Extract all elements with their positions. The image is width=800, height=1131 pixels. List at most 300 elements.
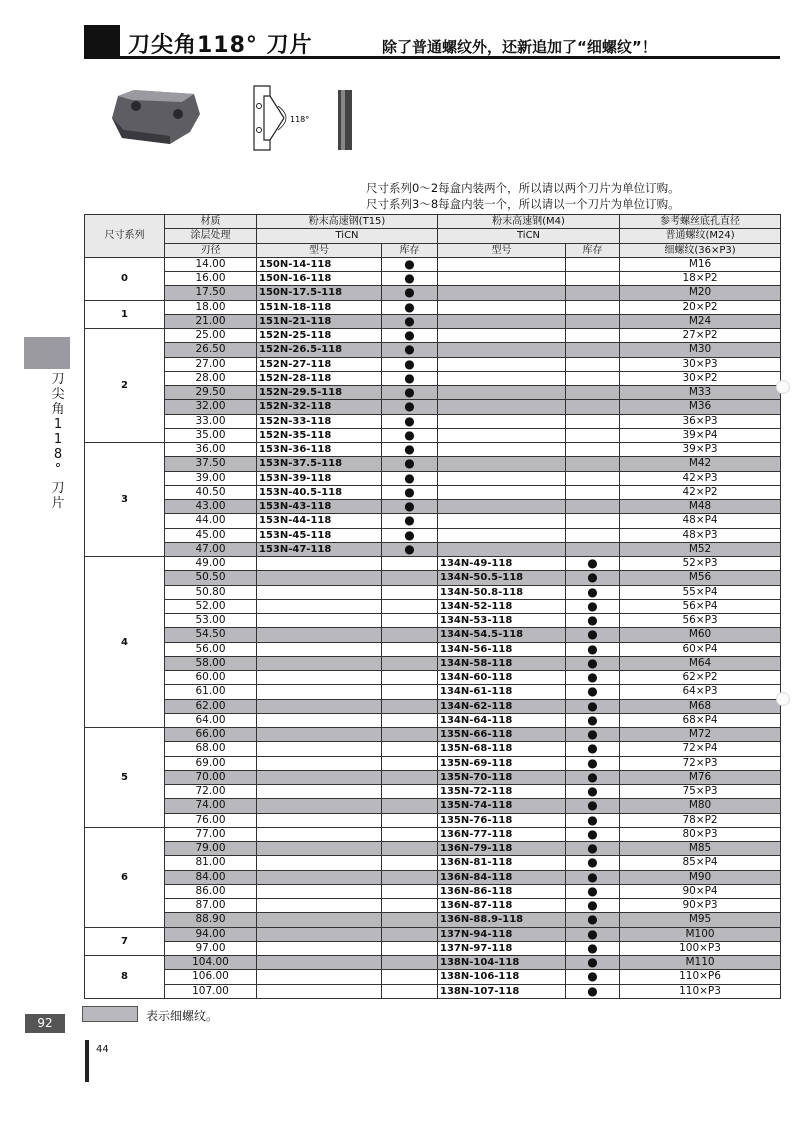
side-title-char: 刀 xyxy=(51,481,65,496)
page-number: 92 xyxy=(25,1014,65,1033)
t15-model-cell xyxy=(257,713,382,727)
thread-cell: M52 xyxy=(620,542,781,556)
m4-stock-cell: ● xyxy=(566,628,620,642)
m4-stock-cell: ● xyxy=(566,671,620,685)
size-series-cell: 4 xyxy=(85,557,165,728)
t15-model-cell xyxy=(257,970,382,984)
thread-cell: 30×P3 xyxy=(620,357,781,371)
m4-stock-cell xyxy=(566,286,620,300)
t15-stock-cell: ● xyxy=(382,528,438,542)
t15-model-cell: 152N-25-118 xyxy=(257,329,382,343)
t15-stock-cell xyxy=(382,913,438,927)
table-row xyxy=(85,956,781,970)
t15-model-cell xyxy=(257,842,382,856)
thread-cell: M20 xyxy=(620,286,781,300)
diameter-cell: 44.00 xyxy=(165,514,257,528)
m4-stock-cell: ● xyxy=(566,557,620,571)
m4-stock-cell xyxy=(566,443,620,457)
thread-cell: 42×P3 xyxy=(620,471,781,485)
footer-sub-number: 44 xyxy=(96,1044,109,1055)
thread-cell: M110 xyxy=(620,956,781,970)
t15-stock-cell xyxy=(382,785,438,799)
t15-model-cell: 150N-17.5-118 xyxy=(257,286,382,300)
t15-stock-cell xyxy=(382,699,438,713)
table-row xyxy=(85,542,781,556)
m4-stock-cell: ● xyxy=(566,685,620,699)
header-t15: 粉末高速钢(T15) xyxy=(257,215,438,229)
m4-stock-cell xyxy=(566,343,620,357)
m4-model-cell: 138N-107-118 xyxy=(438,984,566,998)
t15-stock-cell xyxy=(382,599,438,613)
t15-model-cell xyxy=(257,642,382,656)
m4-model-cell: 135N-72-118 xyxy=(438,785,566,799)
table-row xyxy=(85,813,781,827)
t15-model-cell: 151N-21-118 xyxy=(257,314,382,328)
m4-model-cell xyxy=(438,257,566,271)
t15-model-cell xyxy=(257,571,382,585)
t15-stock-cell: ● xyxy=(382,428,438,442)
thread-cell: M85 xyxy=(620,842,781,856)
diameter-cell: 72.00 xyxy=(165,785,257,799)
diameter-cell: 53.00 xyxy=(165,614,257,628)
thread-cell: 52×P3 xyxy=(620,557,781,571)
size-series-cell: 5 xyxy=(85,728,165,828)
table-row xyxy=(85,457,781,471)
table-row xyxy=(85,614,781,628)
thread-cell: 60×P4 xyxy=(620,642,781,656)
table-row xyxy=(85,756,781,770)
diameter-cell: 36.00 xyxy=(165,443,257,457)
t15-model-cell xyxy=(257,614,382,628)
diameter-cell: 32.00 xyxy=(165,400,257,414)
table-row xyxy=(85,286,781,300)
t15-stock-cell xyxy=(382,856,438,870)
header-model-t15: 型号 xyxy=(257,243,382,257)
thread-cell: 30×P2 xyxy=(620,371,781,385)
thread-cell: 68×P4 xyxy=(620,713,781,727)
thread-cell: 72×P3 xyxy=(620,756,781,770)
size-series-cell: 7 xyxy=(85,927,165,956)
t15-model-cell xyxy=(257,671,382,685)
t15-stock-cell: ● xyxy=(382,286,438,300)
size-series-cell: 3 xyxy=(85,443,165,557)
m4-stock-cell: ● xyxy=(566,642,620,656)
thread-cell: M33 xyxy=(620,386,781,400)
m4-model-cell: 136N-84-118 xyxy=(438,870,566,884)
m4-stock-cell xyxy=(566,400,620,414)
m4-model-cell xyxy=(438,542,566,556)
t15-stock-cell xyxy=(382,827,438,841)
m4-stock-cell: ● xyxy=(566,870,620,884)
m4-model-cell: 138N-104-118 xyxy=(438,956,566,970)
thread-cell: 110×P3 xyxy=(620,984,781,998)
table-row xyxy=(85,599,781,613)
m4-model-cell: 134N-58-118 xyxy=(438,656,566,670)
t15-stock-cell: ● xyxy=(382,257,438,271)
header-m4: 粉末高速钢(M4) xyxy=(438,215,620,229)
t15-stock-cell xyxy=(382,671,438,685)
diameter-cell: 39.00 xyxy=(165,471,257,485)
thread-cell: 56×P3 xyxy=(620,614,781,628)
thread-cell: M72 xyxy=(620,728,781,742)
diameter-cell: 35.00 xyxy=(165,428,257,442)
m4-stock-cell xyxy=(566,329,620,343)
table-row xyxy=(85,799,781,813)
t15-stock-cell: ● xyxy=(382,400,438,414)
table-row xyxy=(85,329,781,343)
t15-stock-cell: ● xyxy=(382,300,438,314)
m4-model-cell: 136N-86-118 xyxy=(438,884,566,898)
m4-model-cell: 136N-81-118 xyxy=(438,856,566,870)
t15-stock-cell xyxy=(382,870,438,884)
insert-spec-table xyxy=(84,214,781,999)
thread-cell: 72×P4 xyxy=(620,742,781,756)
m4-model-cell: 134N-53-118 xyxy=(438,614,566,628)
diameter-cell: 77.00 xyxy=(165,827,257,841)
t15-model-cell xyxy=(257,899,382,913)
thread-cell: M76 xyxy=(620,770,781,784)
table-row xyxy=(85,656,781,670)
t15-model-cell: 150N-14-118 xyxy=(257,257,382,271)
side-title-char: 片 xyxy=(51,496,65,511)
m4-stock-cell: ● xyxy=(566,770,620,784)
diameter-cell: 43.00 xyxy=(165,500,257,514)
m4-model-cell xyxy=(438,414,566,428)
thread-cell: M30 xyxy=(620,343,781,357)
header-ref: 参考螺丝底孔直径 xyxy=(620,215,781,229)
thread-cell: 56×P4 xyxy=(620,599,781,613)
diameter-cell: 17.50 xyxy=(165,286,257,300)
insert-photo xyxy=(110,88,202,148)
t15-model-cell xyxy=(257,956,382,970)
m4-model-cell xyxy=(438,485,566,499)
thread-cell: 27×P2 xyxy=(620,329,781,343)
size-series-cell: 2 xyxy=(85,329,165,443)
t15-stock-cell: ● xyxy=(382,485,438,499)
diameter-cell: 16.00 xyxy=(165,272,257,286)
t15-model-cell xyxy=(257,756,382,770)
t15-stock-cell xyxy=(382,713,438,727)
t15-stock-cell: ● xyxy=(382,514,438,528)
t15-model-cell: 150N-16-118 xyxy=(257,272,382,286)
t15-model-cell: 153N-47-118 xyxy=(257,542,382,556)
t15-model-cell xyxy=(257,699,382,713)
m4-model-cell: 134N-49-118 xyxy=(438,557,566,571)
m4-model-cell: 134N-60-118 xyxy=(438,671,566,685)
m4-model-cell: 134N-54.5-118 xyxy=(438,628,566,642)
t15-model-cell: 152N-29.5-118 xyxy=(257,386,382,400)
table-row xyxy=(85,414,781,428)
angle-label: 118° xyxy=(290,115,310,124)
footer-bar xyxy=(85,1040,89,1082)
t15-model-cell xyxy=(257,599,382,613)
thread-cell: M56 xyxy=(620,571,781,585)
thread-cell: 78×P2 xyxy=(620,813,781,827)
t15-model-cell: 153N-36-118 xyxy=(257,443,382,457)
m4-stock-cell: ● xyxy=(566,927,620,941)
table-row xyxy=(85,528,781,542)
table-row xyxy=(85,984,781,998)
t15-stock-cell xyxy=(382,742,438,756)
m4-model-cell xyxy=(438,443,566,457)
thread-cell: 18×P2 xyxy=(620,272,781,286)
t15-model-cell: 152N-27-118 xyxy=(257,357,382,371)
t15-model-cell xyxy=(257,984,382,998)
diameter-cell: 27.00 xyxy=(165,357,257,371)
m4-stock-cell: ● xyxy=(566,956,620,970)
punch-hole xyxy=(776,692,790,706)
table-row xyxy=(85,386,781,400)
t15-model-cell: 152N-33-118 xyxy=(257,414,382,428)
m4-model-cell xyxy=(438,300,566,314)
table-row xyxy=(85,628,781,642)
side-title-char: 刀 xyxy=(51,372,65,387)
table-row xyxy=(85,728,781,742)
m4-model-cell: 136N-88.9-118 xyxy=(438,913,566,927)
diameter-cell: 58.00 xyxy=(165,656,257,670)
t15-stock-cell: ● xyxy=(382,357,438,371)
m4-stock-cell: ● xyxy=(566,941,620,955)
side-title-char: ° xyxy=(54,462,62,477)
m4-stock-cell: ● xyxy=(566,984,620,998)
diameter-cell: 88.90 xyxy=(165,913,257,927)
side-title-char: 角 xyxy=(51,402,65,417)
diameter-cell: 97.00 xyxy=(165,941,257,955)
diameter-cell: 14.00 xyxy=(165,257,257,271)
thread-cell: 36×P3 xyxy=(620,414,781,428)
m4-model-cell xyxy=(438,272,566,286)
diameter-cell: 54.50 xyxy=(165,628,257,642)
table-row xyxy=(85,500,781,514)
m4-model-cell xyxy=(438,357,566,371)
diameter-cell: 26.50 xyxy=(165,343,257,357)
table-row xyxy=(85,827,781,841)
t15-model-cell xyxy=(257,799,382,813)
thread-cell: 85×P4 xyxy=(620,856,781,870)
m4-model-cell: 136N-79-118 xyxy=(438,842,566,856)
thread-cell: 55×P4 xyxy=(620,585,781,599)
size-series-cell: 6 xyxy=(85,827,165,927)
t15-model-cell xyxy=(257,884,382,898)
thread-cell: M80 xyxy=(620,799,781,813)
thread-cell: 39×P4 xyxy=(620,428,781,442)
diameter-cell: 25.00 xyxy=(165,329,257,343)
diameter-cell: 79.00 xyxy=(165,842,257,856)
packing-note-2: 尺寸系列3～8每盒内装一个，所以请以一个刀片为单位订购。 xyxy=(366,197,680,211)
m4-stock-cell xyxy=(566,357,620,371)
header-ticn-t15: TiCN xyxy=(257,229,438,243)
t15-stock-cell xyxy=(382,557,438,571)
thread-cell: 64×P3 xyxy=(620,685,781,699)
size-series-cell: 1 xyxy=(85,300,165,329)
table-row xyxy=(85,899,781,913)
diameter-cell: 69.00 xyxy=(165,756,257,770)
diameter-cell: 104.00 xyxy=(165,956,257,970)
m4-stock-cell xyxy=(566,485,620,499)
m4-stock-cell xyxy=(566,471,620,485)
diameter-cell: 47.00 xyxy=(165,542,257,556)
t15-stock-cell xyxy=(382,799,438,813)
m4-stock-cell xyxy=(566,414,620,428)
table-row xyxy=(85,585,781,599)
m4-stock-cell: ● xyxy=(566,799,620,813)
table-row xyxy=(85,357,781,371)
t15-stock-cell: ● xyxy=(382,314,438,328)
t15-model-cell xyxy=(257,770,382,784)
table-row xyxy=(85,671,781,685)
m4-stock-cell: ● xyxy=(566,899,620,913)
m4-model-cell: 134N-50.5-118 xyxy=(438,571,566,585)
diameter-cell: 60.00 xyxy=(165,671,257,685)
t15-model-cell: 153N-43-118 xyxy=(257,500,382,514)
legend-swatch xyxy=(82,1006,138,1022)
diameter-cell: 18.00 xyxy=(165,300,257,314)
thread-cell: 62×P2 xyxy=(620,671,781,685)
diameter-cell: 45.00 xyxy=(165,528,257,542)
m4-stock-cell xyxy=(566,528,620,542)
t15-model-cell xyxy=(257,557,382,571)
t15-model-cell: 153N-45-118 xyxy=(257,528,382,542)
thread-cell: 80×P3 xyxy=(620,827,781,841)
m4-model-cell: 134N-62-118 xyxy=(438,699,566,713)
t15-stock-cell xyxy=(382,884,438,898)
t15-model-cell: 152N-35-118 xyxy=(257,428,382,442)
t15-stock-cell xyxy=(382,770,438,784)
thread-cell: 48×P4 xyxy=(620,514,781,528)
t15-model-cell: 152N-26.5-118 xyxy=(257,343,382,357)
m4-stock-cell xyxy=(566,542,620,556)
thread-cell: 100×P3 xyxy=(620,941,781,955)
t15-model-cell: 153N-44-118 xyxy=(257,514,382,528)
m4-model-cell xyxy=(438,514,566,528)
header-stock-t15: 库存 xyxy=(382,243,438,257)
m4-model-cell xyxy=(438,500,566,514)
table-row xyxy=(85,699,781,713)
m4-model-cell xyxy=(438,386,566,400)
thread-cell: 110×P6 xyxy=(620,970,781,984)
diameter-cell: 87.00 xyxy=(165,899,257,913)
thread-cell: 90×P4 xyxy=(620,884,781,898)
m4-model-cell: 135N-74-118 xyxy=(438,799,566,813)
table-row xyxy=(85,314,781,328)
insert-side-view xyxy=(336,88,354,152)
m4-model-cell: 134N-52-118 xyxy=(438,599,566,613)
t15-stock-cell xyxy=(382,899,438,913)
m4-model-cell: 137N-97-118 xyxy=(438,941,566,955)
table-row xyxy=(85,913,781,927)
header-size-series: 尺寸系列 xyxy=(85,215,165,258)
diameter-cell: 70.00 xyxy=(165,770,257,784)
thread-cell: 90×P3 xyxy=(620,899,781,913)
table-row xyxy=(85,927,781,941)
thread-cell: M16 xyxy=(620,257,781,271)
section-side-tab xyxy=(24,337,70,369)
diameter-cell: 33.00 xyxy=(165,414,257,428)
thread-cell: M100 xyxy=(620,927,781,941)
diameter-cell: 37.50 xyxy=(165,457,257,471)
m4-model-cell: 136N-77-118 xyxy=(438,827,566,841)
m4-stock-cell xyxy=(566,257,620,271)
m4-stock-cell: ● xyxy=(566,827,620,841)
table-row xyxy=(85,856,781,870)
diameter-cell: 50.80 xyxy=(165,585,257,599)
table-row xyxy=(85,343,781,357)
thread-cell: 75×P3 xyxy=(620,785,781,799)
t15-stock-cell: ● xyxy=(382,443,438,457)
diameter-cell: 107.00 xyxy=(165,984,257,998)
t15-stock-cell: ● xyxy=(382,471,438,485)
m4-stock-cell: ● xyxy=(566,614,620,628)
t15-stock-cell xyxy=(382,728,438,742)
m4-model-cell: 135N-66-118 xyxy=(438,728,566,742)
m4-stock-cell xyxy=(566,371,620,385)
m4-model-cell: 135N-70-118 xyxy=(438,770,566,784)
thread-cell: M68 xyxy=(620,699,781,713)
m4-model-cell xyxy=(438,343,566,357)
table-row xyxy=(85,571,781,585)
table-row xyxy=(85,870,781,884)
insert-angle-diagram xyxy=(250,82,316,154)
table-row xyxy=(85,557,781,571)
t15-stock-cell xyxy=(382,813,438,827)
diameter-cell: 62.00 xyxy=(165,699,257,713)
t15-model-cell xyxy=(257,870,382,884)
m4-stock-cell xyxy=(566,428,620,442)
t15-stock-cell xyxy=(382,941,438,955)
m4-model-cell xyxy=(438,314,566,328)
m4-model-cell xyxy=(438,371,566,385)
diameter-cell: 76.00 xyxy=(165,813,257,827)
m4-stock-cell: ● xyxy=(566,571,620,585)
m4-stock-cell: ● xyxy=(566,813,620,827)
diameter-cell: 28.00 xyxy=(165,371,257,385)
m4-stock-cell: ● xyxy=(566,599,620,613)
table-row xyxy=(85,272,781,286)
t15-model-cell: 152N-32-118 xyxy=(257,400,382,414)
t15-stock-cell: ● xyxy=(382,343,438,357)
t15-model-cell xyxy=(257,685,382,699)
diameter-cell: 68.00 xyxy=(165,742,257,756)
m4-model-cell: 135N-76-118 xyxy=(438,813,566,827)
m4-model-cell xyxy=(438,286,566,300)
m4-stock-cell xyxy=(566,272,620,286)
m4-model-cell xyxy=(438,471,566,485)
diameter-cell: 61.00 xyxy=(165,685,257,699)
diameter-cell: 81.00 xyxy=(165,856,257,870)
m4-model-cell: 135N-69-118 xyxy=(438,756,566,770)
table-row xyxy=(85,970,781,984)
diameter-cell: 21.00 xyxy=(165,314,257,328)
table-row xyxy=(85,884,781,898)
t15-stock-cell xyxy=(382,927,438,941)
t15-stock-cell: ● xyxy=(382,457,438,471)
m4-model-cell xyxy=(438,329,566,343)
t15-model-cell: 152N-28-118 xyxy=(257,371,382,385)
diameter-cell: 50.50 xyxy=(165,571,257,585)
m4-stock-cell: ● xyxy=(566,742,620,756)
header-ref-normal: 普通螺纹(M24) xyxy=(620,229,781,243)
header-ref-fine: 细螺纹(36×P3) xyxy=(620,243,781,257)
table-row xyxy=(85,742,781,756)
t15-model-cell xyxy=(257,827,382,841)
header-coating: 涂层处理 xyxy=(165,229,257,243)
t15-stock-cell xyxy=(382,756,438,770)
packing-note-1: 尺寸系列0～2每盒内装两个，所以请以两个刀片为单位订购。 xyxy=(366,181,680,195)
m4-model-cell xyxy=(438,528,566,542)
m4-stock-cell xyxy=(566,514,620,528)
header-accent-block xyxy=(84,25,120,59)
t15-model-cell xyxy=(257,728,382,742)
